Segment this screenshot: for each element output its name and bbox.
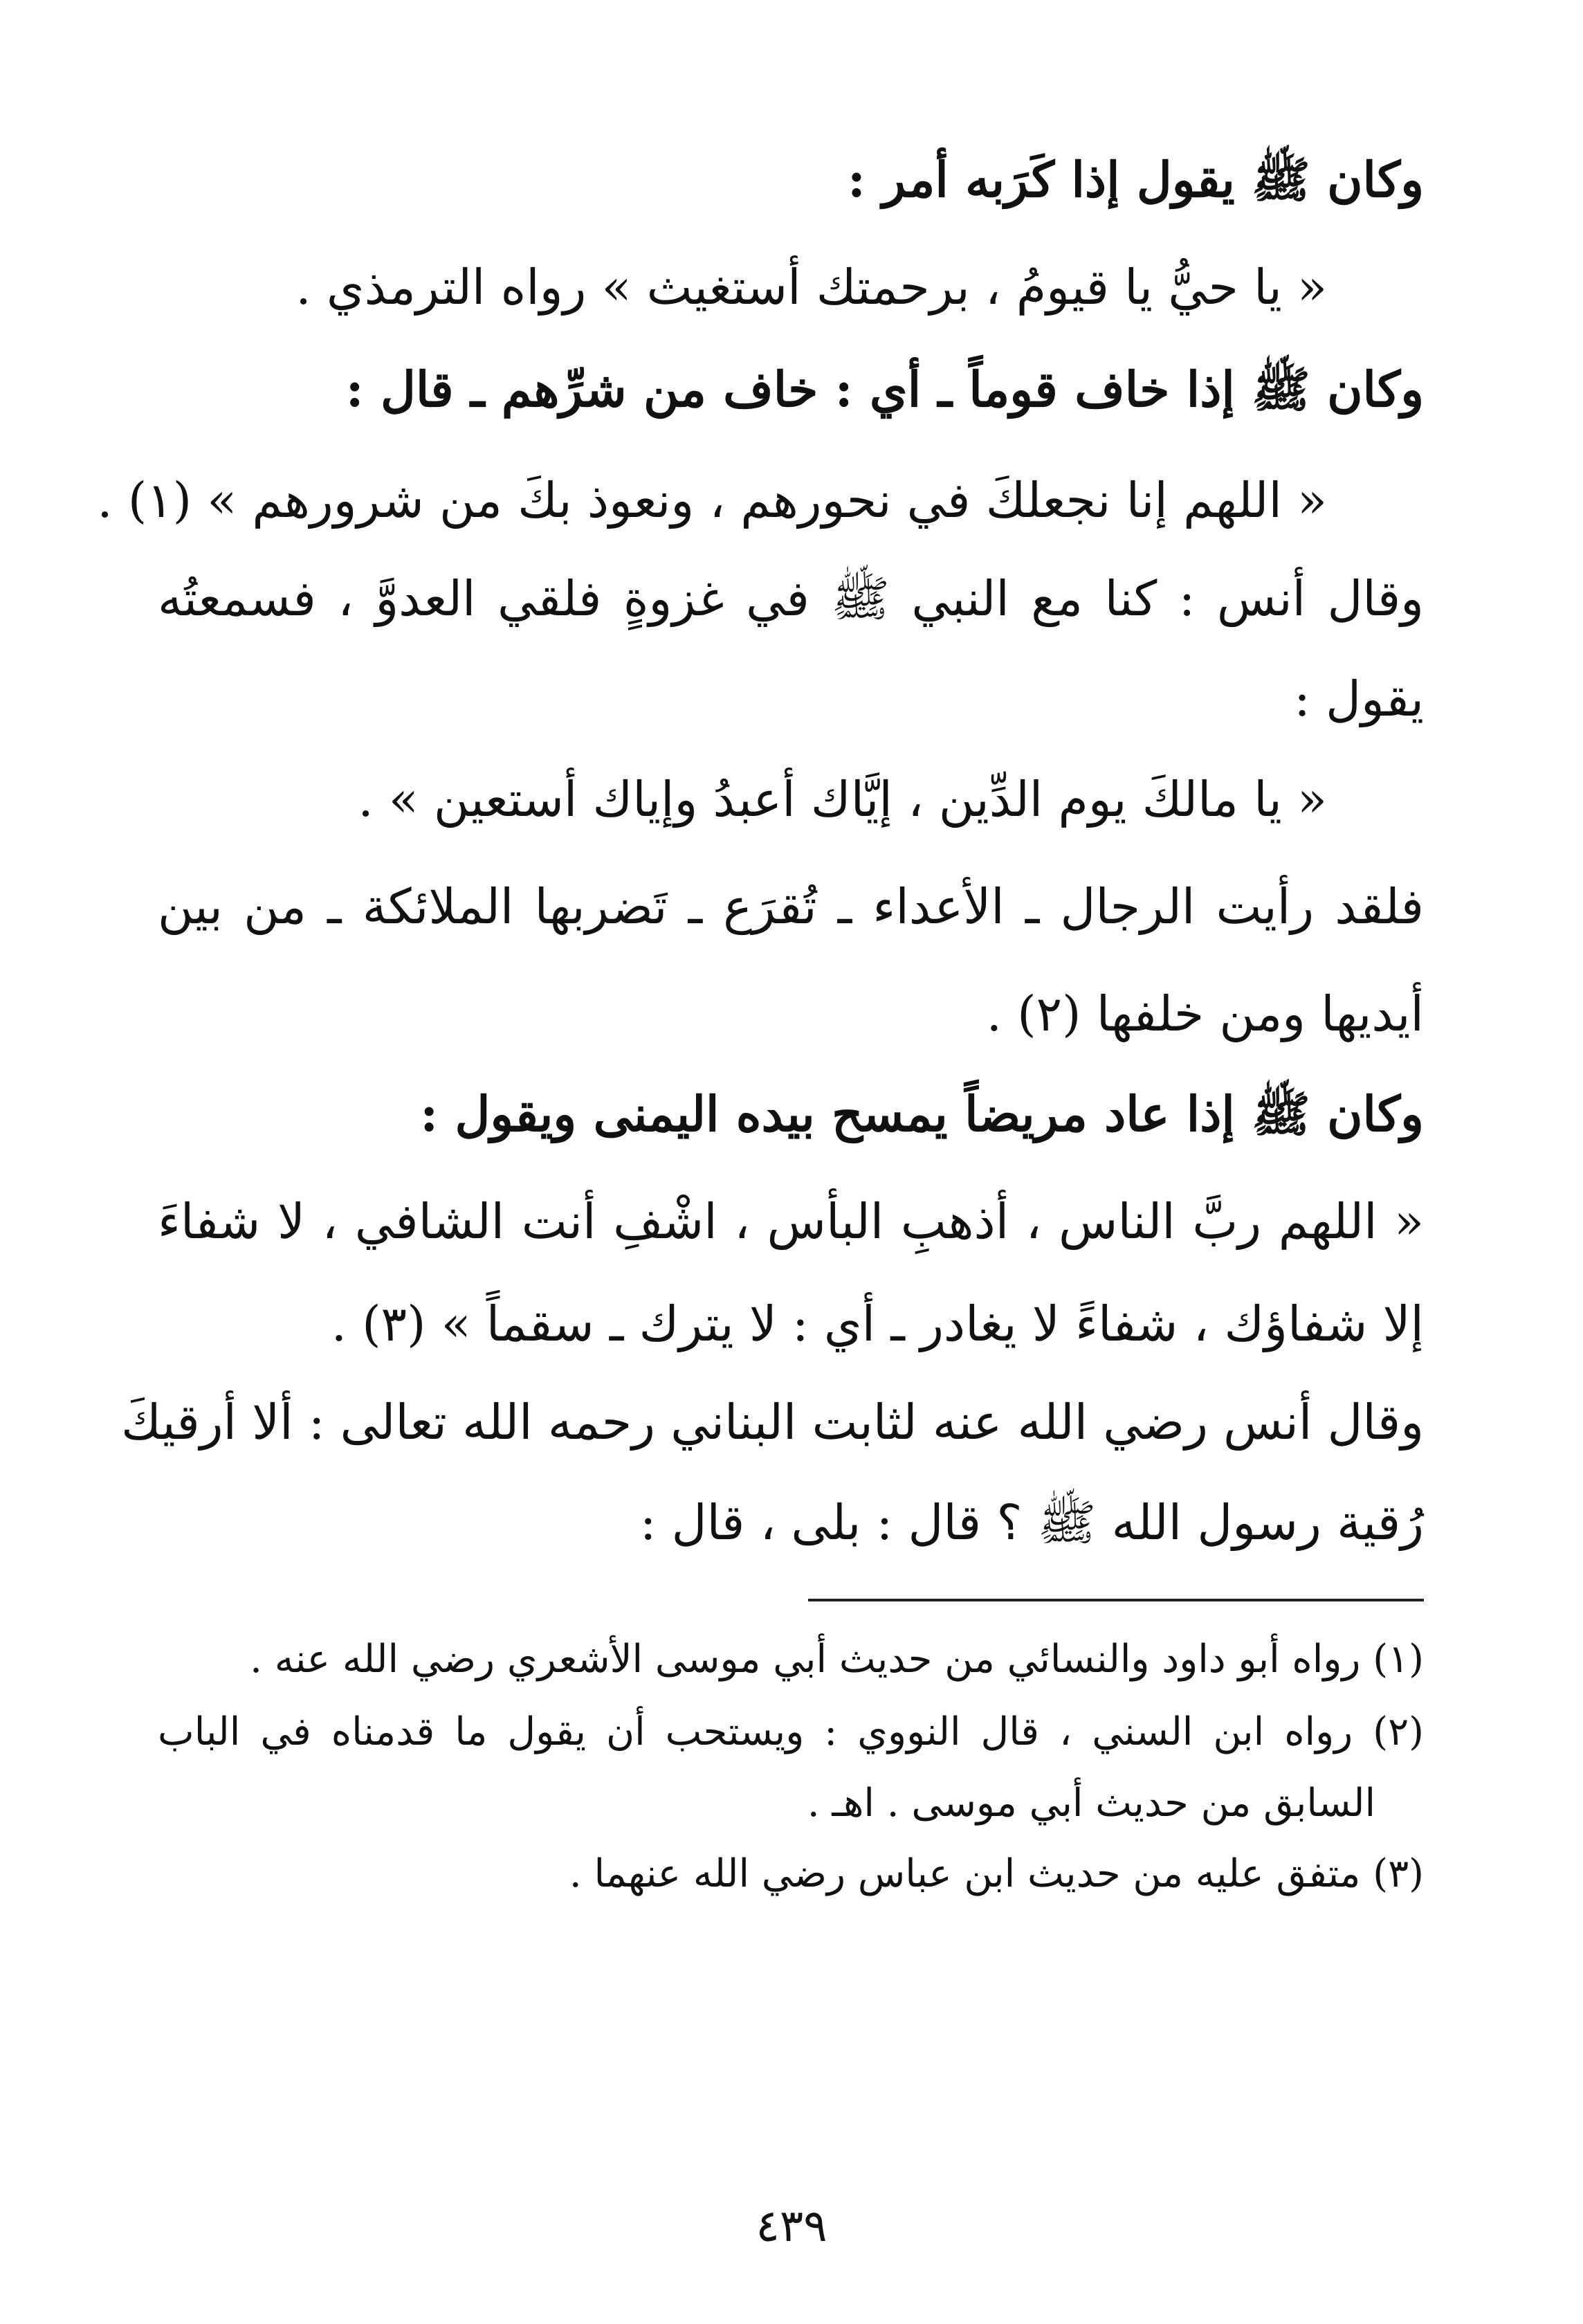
anas-narration-line-1: وقال أنس : كنا مع النبي ﷺ في غزوةٍ فلقي العدوَّ ، فسمعتُه [158,570,1424,627]
dua-ya-malik: « يا مالكَ يوم الدِّين ، إيَّاك أعبدُ وإياك أستعين » . [358,771,1327,828]
anas-narration-line-2: يقول : [1294,671,1424,727]
narration-continued-line-1: فلقد رأيت الرجال ـ الأعداء ـ تُقرَع ـ تَضربها الملائكة ـ من بين [158,878,1424,935]
anas-thabit-line-1: وقال أنس رضي الله عنه لثابت البناني رحمه الله تعالى : ألا أرقيكَ [121,1394,1424,1451]
footnote-3: (٣) متفق عليه من حديث ابن عباس رضي الله عنهما . [569,1851,1424,1896]
heading-when-distressed: وكان ﷺ يقول إذا كَرَبه أمر : [848,151,1424,208]
footnote-2-line-2: السابق من حديث أبي موسى . اهـ . [807,1781,1375,1826]
footnote-2-line-1: (٢) رواه ابن السني ، قال النووي : ويستحب أن يقول ما قدمناه في الباب [158,1709,1424,1754]
footnote-separator [808,1599,1424,1601]
anas-thabit-line-2: رُقية رسول الله ﷺ ؟ قال : بلى ، قال : [639,1494,1424,1551]
footnote-1: (١) رواه أبو داود والنسائي من حديث أبي موسى الأشعري رضي الله عنه . [250,1637,1424,1682]
page-number: ٤٣٩ [756,2201,827,2252]
dua-shifa-line-2: إلا شفاؤك ، شفاءً لا يغادر ـ أي : لا يترك ـ سقماً » (٣) . [331,1296,1424,1352]
narration-continued-line-2: أيديها ومن خلفها (٢) . [986,986,1424,1042]
heading-visiting-sick: وكان ﷺ إذا عاد مريضاً يمسح بيده اليمنى ويقول : [420,1085,1424,1143]
dua-shifa-line-1: « اللهم ربَّ الناس ، أذهبِ البأس ، اشْفِ أنت الشافي ، لا شفاءَ [158,1193,1424,1250]
heading-fearing-people: وكان ﷺ إذا خاف قوماً ـ أي : خاف من شرِّهم ـ قال : [345,361,1424,418]
dua-ya-hayyu: « يا حيُّ يا قيومُ ، برحمتك أستغيث » رواه الترمذي . [295,259,1327,316]
dua-nahurihim: « اللهم إنا نجعلكَ في نحورهم ، ونعوذ بكَ من شرورهم » (١) . [97,472,1327,529]
